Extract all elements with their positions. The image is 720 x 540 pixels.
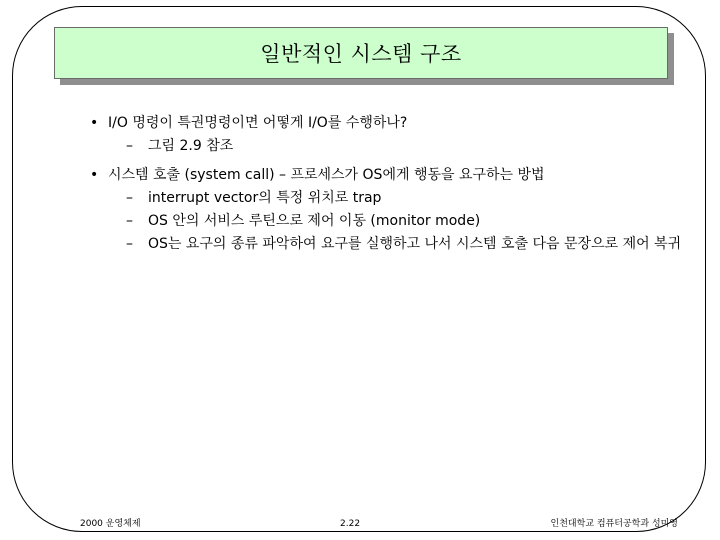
dash-marker: – xyxy=(126,190,133,206)
footer-course: 2000 운영체제 xyxy=(80,519,141,529)
sub-text: interrupt vector의 특정 위치로 trap xyxy=(148,190,382,206)
dash-marker: – xyxy=(126,138,133,154)
bullet-dot-icon: • xyxy=(90,115,99,131)
footer-author: 인천대학교 컴퓨터공학과 성미영 xyxy=(550,519,678,529)
slide-title: 일반적인 시스템 구조 xyxy=(260,42,462,66)
sub-item xyxy=(108,210,690,233)
sub-text: 그림 2.9 참조 xyxy=(148,138,234,154)
dash-marker: – xyxy=(126,236,133,252)
sub-item xyxy=(108,233,690,256)
sub-text: OS 안의 서비스 루틴으로 제어 이동 (monitor mode) xyxy=(148,213,481,229)
bullet-dot-icon: • xyxy=(90,167,99,183)
bullet-item xyxy=(90,112,690,158)
footer-page-number: 2.22 xyxy=(340,519,361,529)
title-box xyxy=(54,27,668,79)
bullet-text: I/O 명령이 특권명령이면 어떻게 I/O를 수행하나? xyxy=(108,115,408,131)
sub-text: OS는 요구의 종류 파악하여 요구를 실행하고 나서 시스템 호출 다음 문장으로 제어 복귀 xyxy=(148,236,682,252)
bullet-text: 시스템 호출 (system call) – 프로세스가 OS에게 행동을 요구하는 방법 xyxy=(108,167,545,183)
sub-item xyxy=(108,135,690,158)
sub-item xyxy=(108,187,690,210)
dash-marker: – xyxy=(126,213,133,229)
bullet-item xyxy=(90,164,690,256)
slide-content xyxy=(90,112,690,256)
